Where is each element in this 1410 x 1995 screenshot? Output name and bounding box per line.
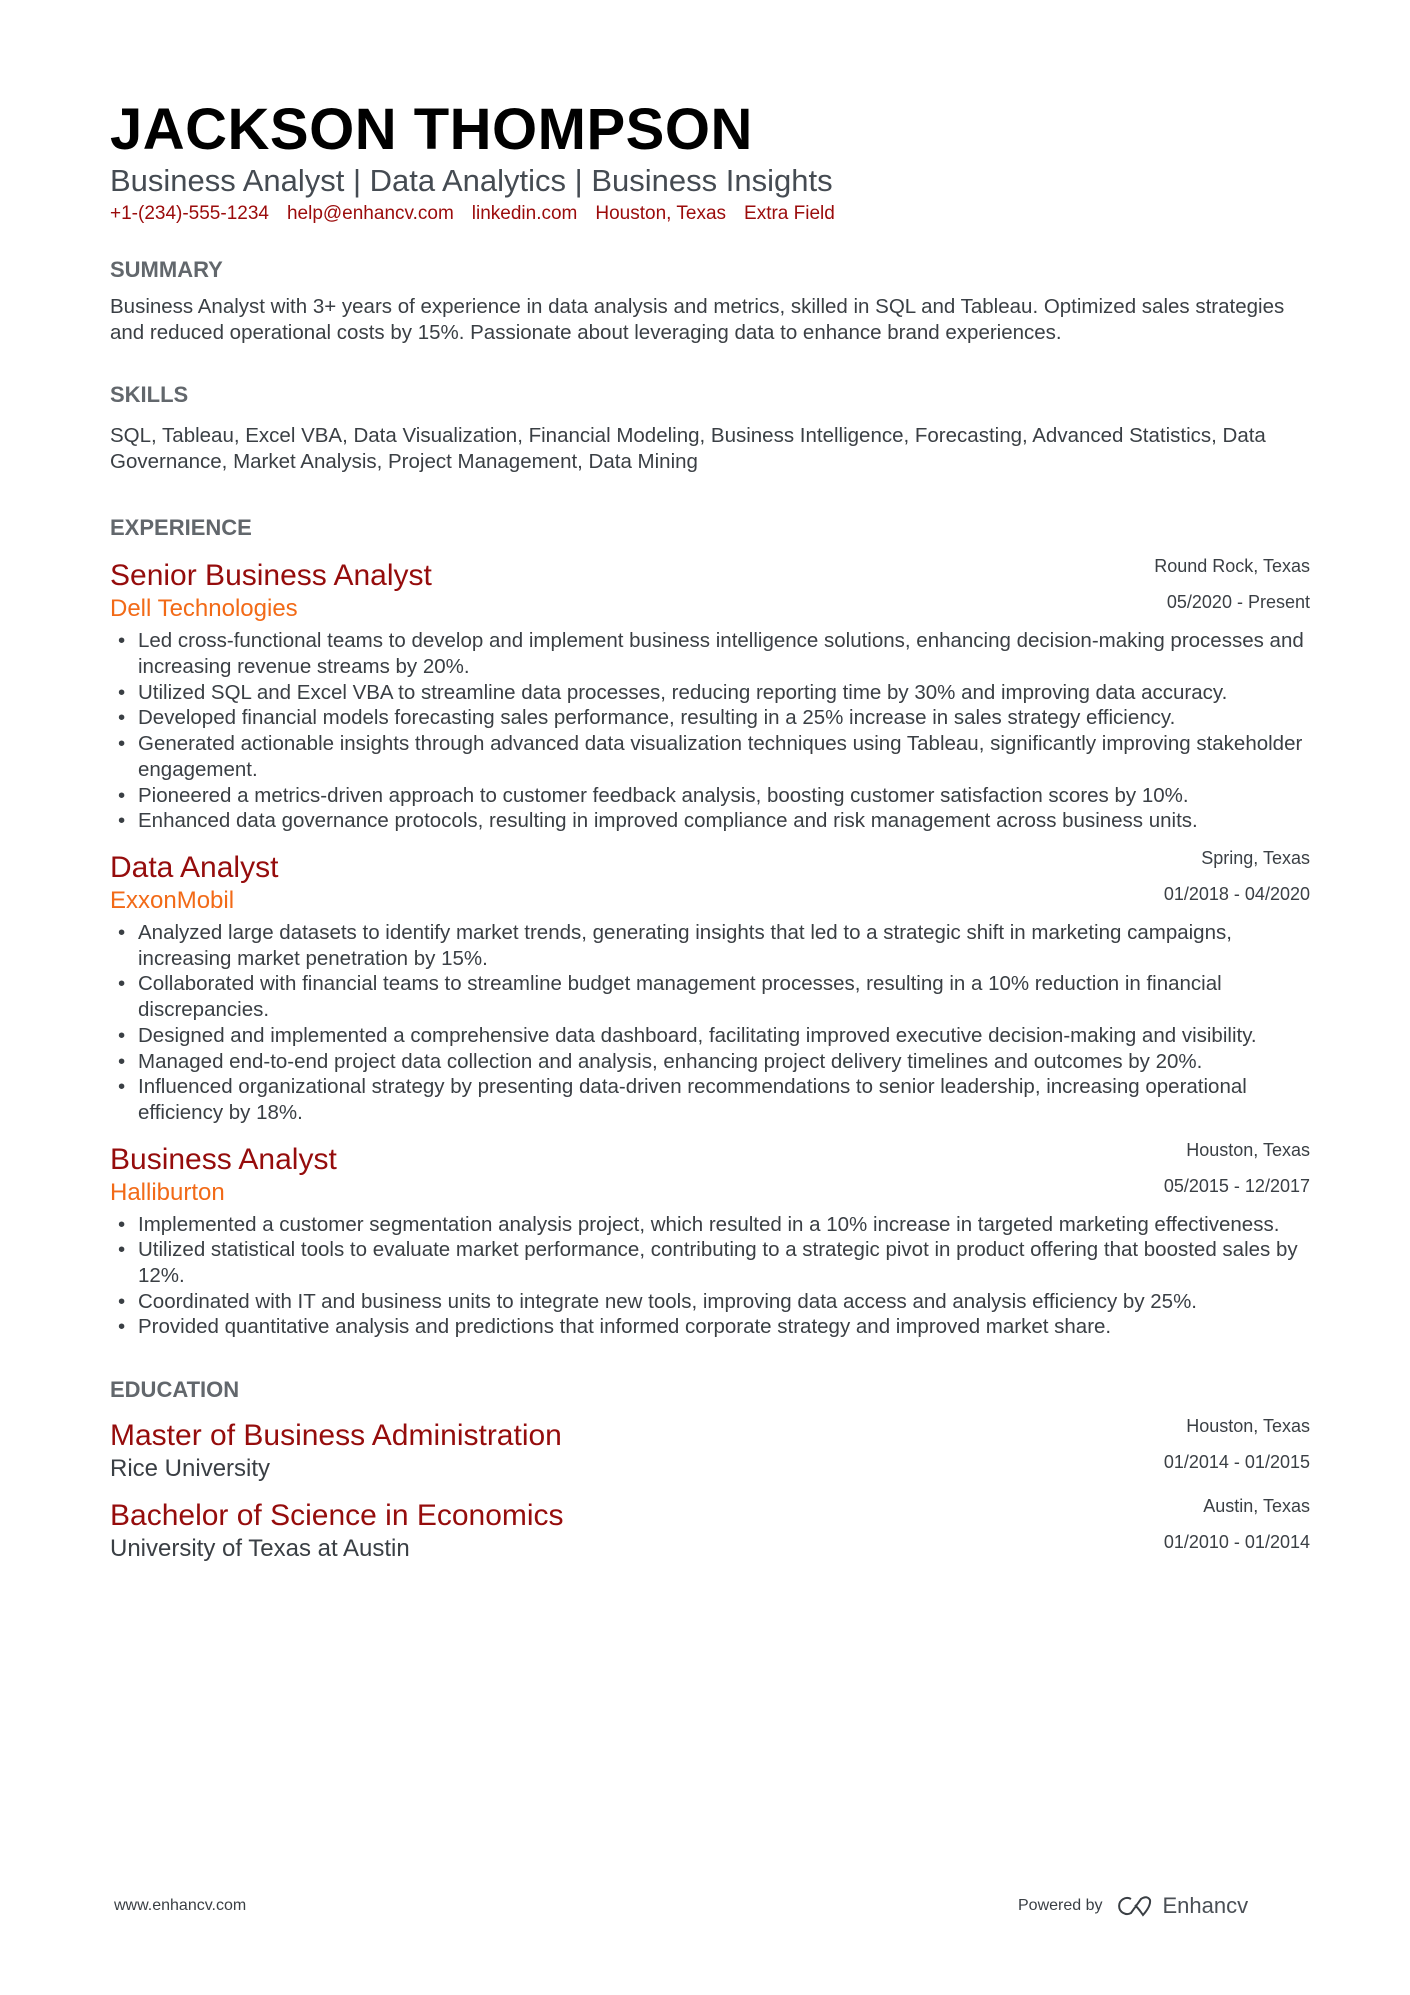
extra-field: Extra Field bbox=[744, 203, 835, 224]
enhancv-logo-icon bbox=[1117, 1894, 1155, 1918]
headline: Business Analyst | Data Analytics | Business Insights bbox=[110, 163, 833, 198]
school-name: Rice University bbox=[110, 1455, 271, 1483]
candidate-name: JACKSON THOMPSON bbox=[110, 97, 753, 162]
job-title: Data Analyst bbox=[110, 851, 279, 884]
contact-row bbox=[110, 201, 1310, 227]
brand-name: Enhancv bbox=[1162, 1893, 1249, 1918]
powered-by-label: Powered by bbox=[1018, 1897, 1103, 1914]
experience-heading: EXPERIENCE bbox=[110, 515, 252, 541]
job-dates: 01/2018 - 04/2020 bbox=[1163, 884, 1310, 904]
job-title: Business Analyst bbox=[110, 1142, 337, 1176]
bullet-item: • Coordinated with IT and business units to integrate new tools, improving data access and analysis efficiency by 25%. bbox=[110, 1289, 1310, 1315]
job-title: Senior Business Analyst bbox=[110, 559, 432, 593]
education-entry bbox=[110, 1418, 1310, 1484]
enhancv-logo[interactable] bbox=[1117, 1893, 1249, 1919]
bullet-item: • Analyzed large datasets to identify market trends, generating insights that led to a strategic shift in marketing campaigns, increasing market penetration by 15%. bbox=[110, 920, 1310, 971]
bullet-item: • Utilized SQL and Excel VBA to streamline data processes, reducing reporting time by 30% and improving data accuracy. bbox=[110, 680, 1310, 706]
job-dates: 05/2020 - Present bbox=[1166, 592, 1310, 613]
company-name: ExxonMobil bbox=[110, 887, 235, 914]
bullet-item: • Designed and implemented a comprehensive data dashboard, facilitating improved executive decision-making and visibility. bbox=[110, 1023, 1310, 1049]
phone-link[interactable]: +1-(234)-555-1234 bbox=[110, 203, 269, 224]
job-location: Spring, Texas bbox=[1201, 848, 1310, 868]
location: Houston, Texas bbox=[595, 203, 727, 224]
job-entry bbox=[110, 1139, 1310, 1341]
skills-text: SQL, Tableau, Excel VBA, Data Visualization, Financial Modeling, Business Intelligence, Forecasting, Advanced Statistics, Data Governance, Market Analysis, Project Management, Data Mining bbox=[110, 424, 1266, 473]
edu-dates: 01/2014 - 01/2015 bbox=[1163, 1452, 1310, 1473]
email-link[interactable]: help@enhancv.com bbox=[286, 203, 454, 224]
bullet-item: • Pioneered a metrics-driven approach to customer feedback analysis, boosting customer satisfaction scores by 10%. bbox=[110, 783, 1310, 809]
job-location: Houston, Texas bbox=[1186, 1139, 1310, 1160]
experience-list bbox=[110, 558, 1310, 1340]
education-list bbox=[110, 1418, 1310, 1564]
job-entry bbox=[110, 558, 1310, 834]
resume bbox=[110, 98, 1310, 1564]
bullet-item: • Provided quantitative analysis and predictions that informed corporate strategy and improved market share. bbox=[110, 1314, 1310, 1340]
job-dates: 05/2015 - 12/2017 bbox=[1163, 1175, 1310, 1196]
company-name: Halliburton bbox=[110, 1178, 225, 1206]
footer-website[interactable]: www.enhancv.com bbox=[114, 1897, 247, 1914]
summary-heading: SUMMARY bbox=[110, 257, 223, 282]
job-entry bbox=[110, 850, 1310, 1126]
job-bullets bbox=[110, 920, 1310, 1126]
linkedin-link[interactable]: linkedin.com bbox=[471, 203, 578, 224]
job-bullets bbox=[110, 628, 1310, 834]
company-name: Dell Technologies bbox=[110, 595, 298, 623]
job-location: Round Rock, Texas bbox=[1154, 556, 1310, 577]
bullet-item: • Influenced organizational strategy by presenting data-driven recommendations to senior leadership, increasing operational efficiency by 18%. bbox=[110, 1074, 1310, 1125]
education-entry bbox=[110, 1498, 1310, 1564]
edu-location: Houston, Texas bbox=[1186, 1416, 1310, 1437]
edu-location: Austin, Texas bbox=[1203, 1496, 1310, 1517]
bullet-item: • Implemented a customer segmentation analysis project, which resulted in a 10% increase in targeted marketing effectiveness. bbox=[110, 1212, 1310, 1238]
bullet-item: • Collaborated with financial teams to streamline budget management processes, resulting in a 10% reduction in financial discrepancies. bbox=[110, 971, 1310, 1022]
degree: Bachelor of Science in Economics bbox=[110, 1499, 564, 1533]
bullet-item: • Led cross-functional teams to develop and implement business intelligence solutions, enhancing decision-making processes and increasing revenue streams by 20%. bbox=[110, 628, 1310, 679]
degree: Master of Business Administration bbox=[110, 1419, 562, 1453]
footer-branding bbox=[1018, 1893, 1248, 1919]
job-bullets bbox=[110, 1212, 1310, 1341]
edu-dates: 01/2010 - 01/2014 bbox=[1163, 1532, 1310, 1553]
summary-text: Business Analyst with 3+ years of experience in data analysis and metrics, skilled in SQL and Tableau. Optimized sales strategies and reduced operational costs by 15%. Passionate about leveraging data to enhance brand experiences. bbox=[110, 295, 1285, 344]
bullet-item: • Managed end-to-end project data collection and analysis, enhancing project delivery timelines and outcomes by 20%. bbox=[110, 1049, 1310, 1075]
bullet-item: • Generated actionable insights through advanced data visualization techniques using Tableau, significantly improving stakeholder engagement. bbox=[110, 731, 1310, 782]
skills-heading: SKILLS bbox=[110, 382, 189, 408]
education-heading: EDUCATION bbox=[110, 1377, 240, 1403]
school-name: University of Texas at Austin bbox=[110, 1535, 410, 1563]
bullet-item: • Developed financial models forecasting sales performance, resulting in a 25% increase in sales strategy efficiency. bbox=[110, 705, 1310, 731]
bullet-item: • Enhanced data governance protocols, resulting in improved compliance and risk management across business units. bbox=[110, 808, 1310, 834]
bullet-item: • Utilized statistical tools to evaluate market performance, contributing to a strategic pivot in product offering that boosted sales by 12%. bbox=[110, 1237, 1310, 1288]
